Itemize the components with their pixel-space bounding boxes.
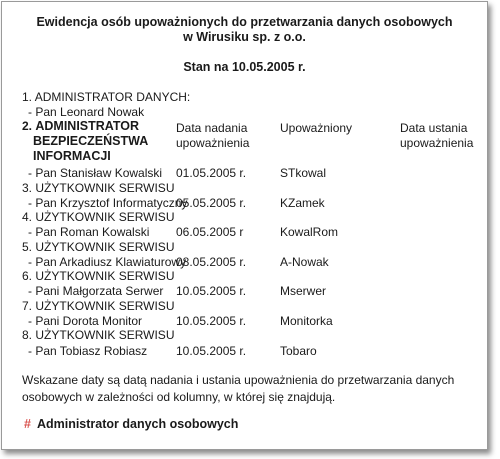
entry-7-date: 10.05.2005 r.: [176, 314, 247, 328]
header-date-to-line1: Data ustania: [400, 121, 468, 135]
entry-2-login: STkowal: [280, 166, 327, 180]
header-login: Upoważniony: [280, 121, 353, 135]
entry-4-login: KowalRom: [280, 225, 339, 239]
header-date-to-line2: upoważnienia: [400, 136, 474, 150]
status-date: Stan na 10.05.2005 r.: [183, 60, 306, 74]
footnote: Wskazane daty są datą nadania i ustania upoważnienia do przetwarzania danych osobowych w zależności od kolumny, w której się znajdują.: [22, 373, 455, 404]
entry-number: 8.: [22, 328, 33, 342]
entry-number: 4.: [22, 210, 33, 224]
entry-6-role: [22, 269, 174, 284]
entry-role: UŻYTKOWNIK SERWISU: [35, 299, 175, 313]
signature-line: [24, 417, 238, 431]
entry-7-login: Monitorka: [280, 314, 333, 328]
document-subtitle: w Wirusiku sp. z o.o.: [183, 30, 306, 44]
entry-5-login: A-Nowak: [280, 255, 329, 269]
entry-role: UŻYTKOWNIK SERWISU: [35, 210, 175, 224]
entry-role: UŻYTKOWNIK SERWISU: [35, 240, 175, 254]
entry-6-date: 10.05.2005 r.: [176, 284, 247, 298]
entry-role: UŻYTKOWNIK SERWISU: [35, 181, 175, 195]
hash-mark: #: [24, 417, 31, 431]
header-date-from: [176, 121, 249, 151]
entry-5-person: - Pan Arkadiusz Klawiaturowy: [28, 255, 187, 269]
entry-role-line3: INFORMACJI: [33, 149, 111, 163]
entry-2-role: [22, 119, 139, 134]
entry-2-role-line2: [33, 134, 148, 149]
entry-3-person: - Pan Krzysztof Informatyczny: [28, 196, 188, 210]
entry-7-person: - Pani Dorota Monitor: [28, 314, 143, 328]
entry-4-role: [22, 210, 174, 225]
entry-5-role: [22, 240, 174, 255]
entry-8-person: - Pan Tobiasz Robiasz: [28, 344, 148, 358]
document-title: Ewidencja osób upoważnionych do przetwarzania danych osobowych: [36, 15, 453, 29]
header-date-from-line2: upoważnienia: [176, 136, 250, 150]
entry-1-person: - Pan Leonard Nowak: [28, 105, 145, 119]
entry-1-role: [22, 90, 190, 105]
entry-4-person: - Pan Roman Kowalski: [28, 225, 150, 239]
entry-number: 3.: [22, 181, 33, 195]
entry-number: 5.: [22, 240, 33, 254]
entry-3-role: [22, 181, 174, 196]
entry-2-role-line3: [33, 149, 111, 164]
header-date-from-line1: Data nadania: [176, 121, 248, 135]
entry-7-role: [22, 299, 174, 314]
entry-role-line2: BEZPIECZEŃSTWA: [33, 134, 149, 148]
entry-role: UŻYTKOWNIK SERWISU: [35, 328, 175, 342]
entry-number: 2.: [22, 119, 33, 133]
entry-3-login: KZamek: [280, 196, 325, 210]
header-date-to: [400, 121, 473, 151]
entry-2-date: 01.05.2005 r.: [176, 166, 247, 180]
entry-8-login: Tobaro: [280, 344, 317, 358]
entry-8-date: 10.05.2005 r.: [176, 344, 247, 358]
entry-role-line1: ADMINISTRATOR: [35, 119, 140, 133]
entry-role: UŻYTKOWNIK SERWISU: [35, 269, 175, 283]
entry-5-date: 08.05.2005 r.: [176, 255, 247, 269]
entry-number: 7.: [22, 299, 33, 313]
entry-number: 1.: [22, 90, 33, 104]
entry-3-date: 05.05.2005 r.: [176, 196, 247, 210]
entry-8-role: [22, 328, 174, 343]
entry-4-date: 06.05.2005 r: [176, 225, 244, 239]
entry-2-person: - Pan Stanisław Kowalski: [28, 166, 163, 180]
entry-number: 6.: [22, 269, 33, 283]
entry-role: ADMINISTRATOR DANYCH:: [34, 90, 191, 104]
entry-6-login: Mserwer: [280, 284, 327, 298]
entry-6-person: - Pani Małgorzata Serwer: [28, 284, 164, 298]
signature-label: Administrator danych osobowych: [36, 417, 239, 431]
document-frame: [1, 1, 488, 450]
